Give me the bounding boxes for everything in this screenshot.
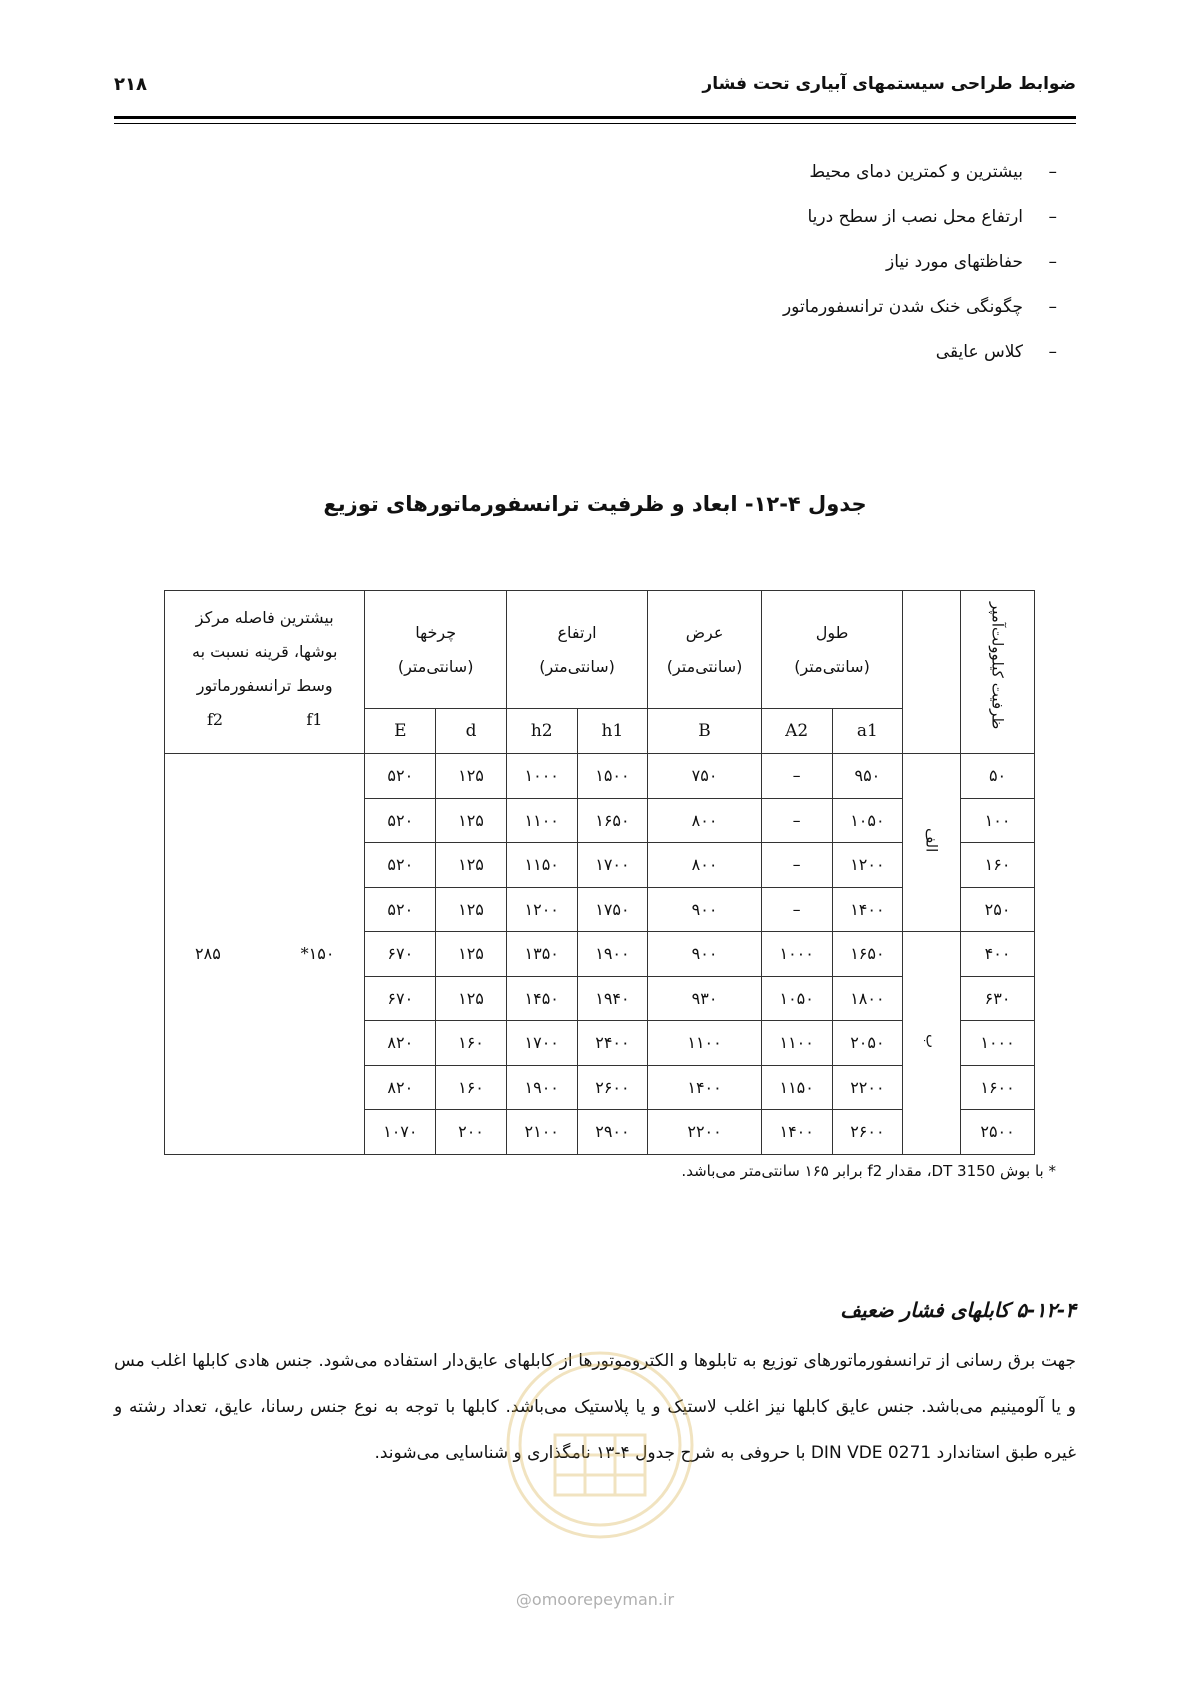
- f-subheaders: f2 f1: [207, 710, 323, 729]
- subheader-h2: h2: [506, 709, 577, 754]
- watermark-url: @omoorepeyman.ir: [515, 1590, 675, 1609]
- table-title: جدول ۴-۱۲- ابعاد و ظرفیت ترانسفورماتورهای توزیع: [323, 492, 867, 516]
- table-row: ۱۰۰۰ ۲۰۵۰ ۱۱۰۰ ۱۱۰۰ ۲۴۰۰ ۱۷۰۰ ۱۶۰ ۸۲۰: [165, 1021, 1035, 1066]
- header-height: ارتفاع (سانتی‌متر): [506, 591, 647, 709]
- header-rule-thick: [114, 116, 1076, 119]
- subheader-a1: a1: [832, 709, 903, 754]
- header-rule-thin: [114, 123, 1076, 124]
- header-width: عرض (سانتی‌متر): [648, 591, 762, 709]
- table-row: ۵۰ الف ۹۵۰ – ۷۵۰ ۱۵۰۰ ۱۰۰۰ ۱۲۵ ۵۲۰ ۲۸۵ *۱۵۰: [165, 754, 1035, 799]
- table-row: ۶۳۰ ۱۸۰۰ ۱۰۵۰ ۹۳۰ ۱۹۴۰ ۱۴۵۰ ۱۲۵ ۶۷۰: [165, 976, 1035, 1021]
- table-row: ۲۵۰ ۱۴۰۰ – ۹۰۰ ۱۷۵۰ ۱۲۰۰ ۱۲۵ ۵۲۰: [165, 887, 1035, 932]
- transformer-table: [164, 590, 1035, 1155]
- subheader-h1: h1: [577, 709, 648, 754]
- bushing-distance-cell: ۲۸۵ *۱۵۰: [165, 754, 365, 1155]
- group-a-cell: الف: [903, 754, 961, 932]
- table-row: ۱۰۰ ۱۰۵۰ – ۸۰۰ ۱۶۵۰ ۱۱۰۰ ۱۲۵ ۵۲۰: [165, 798, 1035, 843]
- watermark-logo: [500, 1325, 700, 1565]
- section-paragraph: جهت برق رسانی از ترانسفورماتورهای توزیع به تابلوها و الکتروموتورها از کابلهای عایق‌دار استفاده می‌شود. جنس هادی کابلها اغلب مس و یا آلومینیم می‌باشد. جنس عایق کابلها نیز اغلب لاستیک و یا پلاستیک می‌باشد. کابلها با توجه به نوع جنس رسانا، عایق، تعداد رشته و غیره طبق استاندارد DIN VDE 0271 با حروفی به شرح جدول ۴-۱۳ نامگذاری و شناسایی می‌شوند.: [114, 1351, 1076, 1463]
- table-row: ۴۰۰ ب ۱۶۵۰ ۱۰۰۰ ۹۰۰ ۱۹۰۰ ۱۳۵۰ ۱۲۵ ۶۷۰: [165, 932, 1035, 977]
- subheader-d: d: [436, 709, 507, 754]
- list-item: –حفاظتهای مورد نیاز: [886, 252, 1057, 272]
- header-length: طول (سانتی‌متر): [761, 591, 902, 709]
- header-title: ضوابط طراحی سیستمهای آبیاری تحت فشار: [702, 74, 1076, 94]
- subheader-a2: A2: [761, 709, 832, 754]
- page-number: ۲۱۸: [114, 74, 147, 95]
- section-title: ۵-۱۲-۴ کابلهای فشار ضعیف: [840, 1298, 1076, 1322]
- list-item: –ارتفاع محل نصب از سطح دریا: [807, 207, 1057, 227]
- requirements-list: [783, 160, 1057, 385]
- subheader-e: E: [365, 709, 436, 754]
- header-capacity: ظرفیت کیلوولت‌آمپر: [961, 591, 1035, 754]
- subheader-b: B: [648, 709, 762, 754]
- table-row: ۱۶۰۰ ۲۲۰۰ ۱۱۵۰ ۱۴۰۰ ۲۶۰۰ ۱۹۰۰ ۱۶۰ ۸۲۰: [165, 1065, 1035, 1110]
- page-header: [0, 74, 1190, 95]
- header-group: [903, 591, 961, 754]
- table-row: ۲۵۰۰ ۲۶۰۰ ۱۴۰۰ ۲۲۰۰ ۲۹۰۰ ۲۱۰۰ ۲۰۰ ۱۰۷۰: [165, 1110, 1035, 1155]
- header-wheels: چرخها (سانتی‌متر): [365, 591, 506, 709]
- list-item: –بیشترین و کمترین دمای محیط: [809, 162, 1057, 182]
- list-item: –چگونگی خنک شدن ترانسفورماتور: [782, 297, 1057, 317]
- table-row: ۱۶۰ ۱۲۰۰ – ۸۰۰ ۱۷۰۰ ۱۱۵۰ ۱۲۵ ۵۲۰: [165, 843, 1035, 888]
- header-bushing-distance: بیشترین فاصله مرکز بوشها، قرینه نسبت به وسط ترانسفورماتور f2 f1: [165, 591, 365, 754]
- list-item: –کلاس عایقی: [935, 342, 1057, 362]
- group-b-cell: ب: [903, 932, 961, 1155]
- table-footnote: * با بوش DT 3150، مقدار f2 برابر ۱۶۵ سانتی‌متر می‌باشد.: [681, 1162, 1056, 1180]
